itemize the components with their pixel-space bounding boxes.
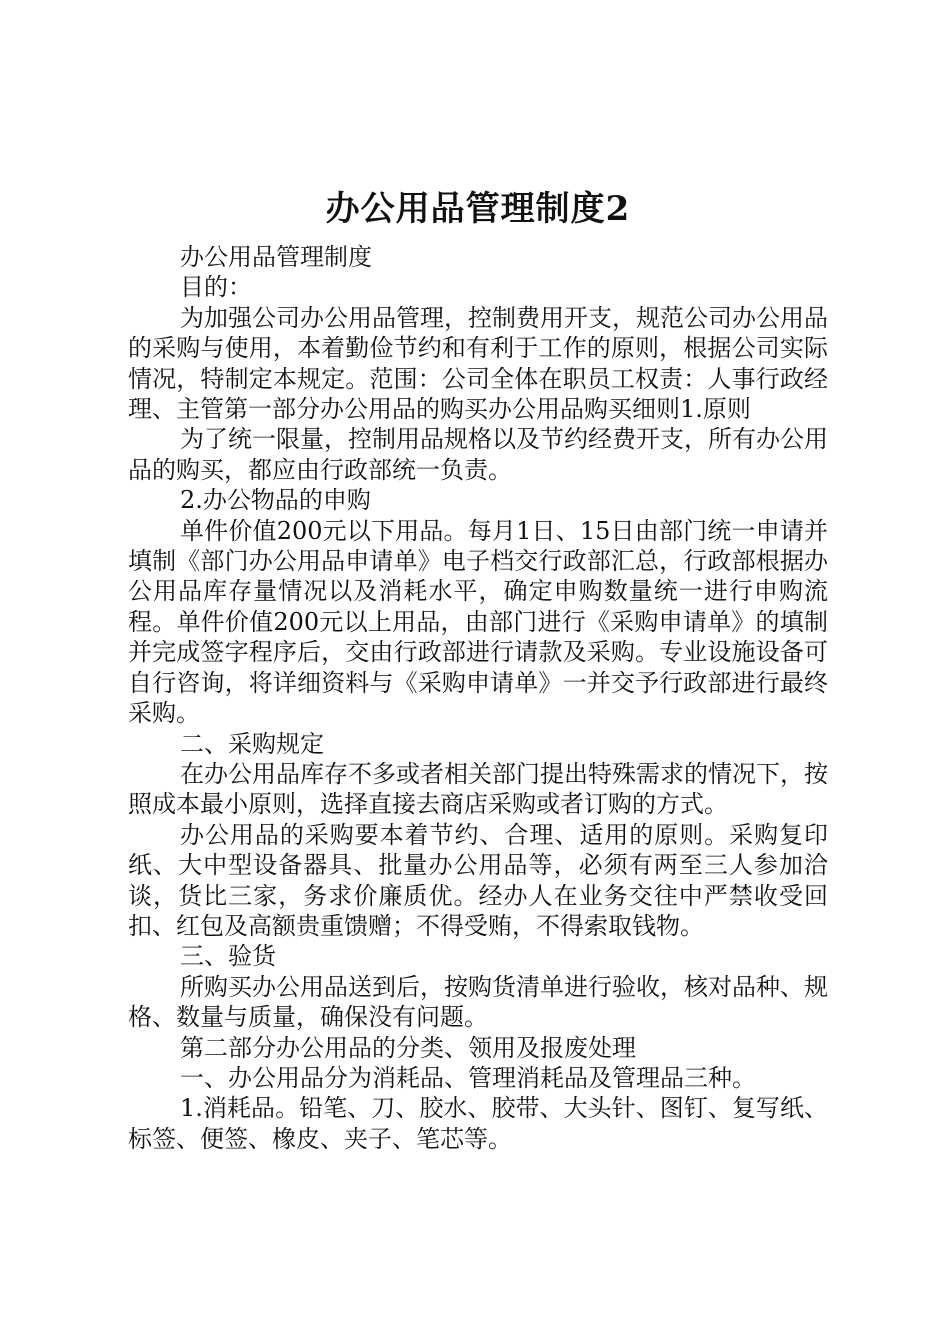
paragraph-part-two-heading: 第二部分办公用品的分类、领用及报废处理 [180,1033,636,1062]
document-body [128,242,828,1154]
paragraph-doc-name: 办公用品管理制度 [180,243,372,271]
paragraph-principle-body: 为了统一限量，控制用品规格以及节约经费开支，所有办公用品的购买，都应由行政部统一负责。 [128,425,828,484]
paragraph-requisition-body: 单件价值200元以下用品。每月1日、15日由部门统一申请并填制《部门办公用品申请单》电子档交行政部汇总，行政部根据办公用品库存量情况以及消耗水平，确定申购数量统一进行申购流程。单件价值200元以上用品，由部门进行《采购申请单》的填制并完成签字程序后，交由行政部进行请款及采购。专业设施设备可自行咨询，将详细资料与《采购申请单》一并交予行政部进行最终采购。 [128,516,828,728]
paragraph-requisition-heading: 2.办公物品的申购 [180,486,371,515]
paragraph-purpose-body: 为加强公司办公用品管理，控制费用开支，规范公司办公用品的采购与使用，本着勤俭节约和有利于工作的原则，根据公司实际情况，特制定本规定。范围：公司全体在职员工权责：人事行政经理、主管第一部分办公用品的购买办公用品购买细则1.原则 [128,303,828,424]
paragraph-consumables: 1.消耗品。铅笔、刀、胶水、胶带、大头针、图钉、复写纸、标签、便签、橡皮、夹子、笔芯等。 [128,1094,828,1153]
document-page [128,180,828,1154]
paragraph-categories: 一、办公用品分为消耗品、管理消耗品及管理品三种。 [180,1063,756,1092]
paragraph-procurement-body-2: 办公用品的采购要本着节约、合理、适用的原则。采购复印纸、大中型设备器具、批量办公用品等，必须有两至三人参加洽谈，货比三家，务求价廉质优。经办人在业务交往中严禁收受回扣、红包及高额贵重馈赠；不得受贿，不得索取钱物。 [128,820,828,940]
paragraph-inspection-heading: 三、验货 [180,942,276,971]
paragraph-purpose-heading: 目的： [180,273,252,302]
paragraph-procurement-heading: 二、采购规定 [180,729,324,758]
paragraph-procurement-body-1: 在办公用品库存不多或者相关部门提出特殊需求的情况下，按照成本最小原则，选择直接去商店采购或者订购的方式。 [128,759,828,819]
document-title: 办公用品管理制度2 [325,189,631,229]
paragraph-inspection-body: 所购买办公用品送到后，按购货清单进行验收，核对品种、规格、数量与质量，确保没有问题。 [128,972,828,1032]
